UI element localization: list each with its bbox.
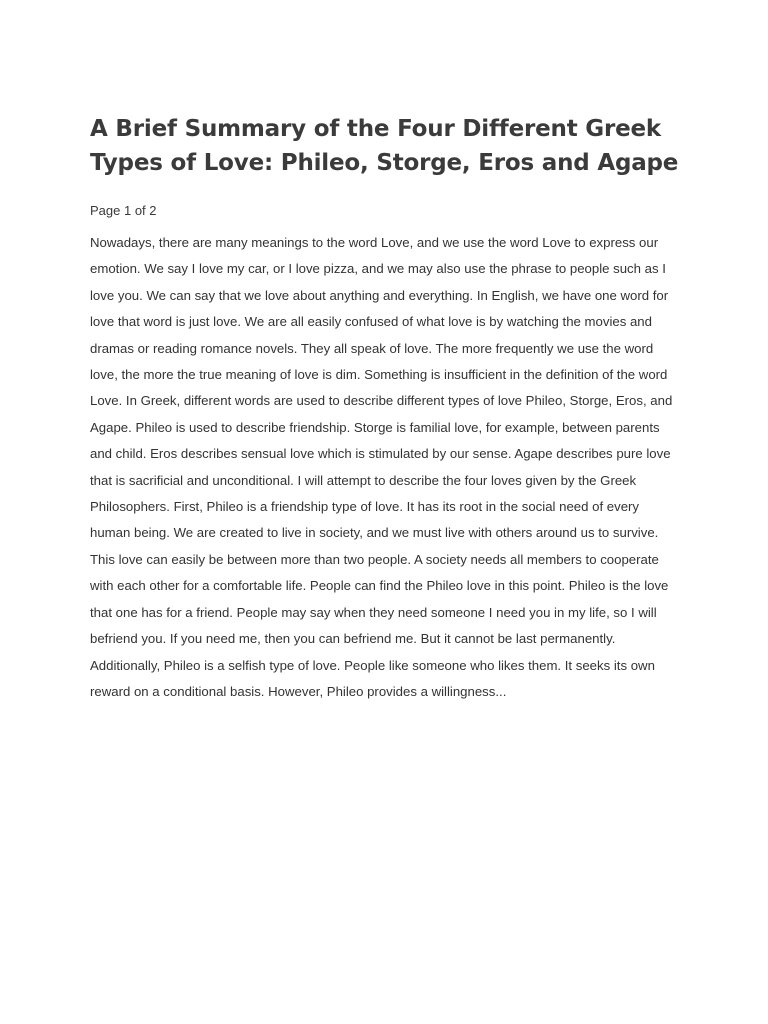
document-body-text: Nowadays, there are many meanings to the word Love, and we use the word Love to express our emotion. We say I love my car, or I love pizza, and we may also use the phrase to people such as I love you. We can say that we love about anything and everything. In English, we have one word for love that word is just love. We are all easily confused of what love is by watching the movies and dramas or reading romance novels. They all speak of love. The more frequently we use the word love, the more the true meaning of love is dim. Something is insufficient in the definition of the word Love. In Greek, different words are used to describe different types of love Phileo, Storge, Eros, and Agape. Phileo is used to describe friendship. Storge is familial love, for example, between parents and child. Eros describes sensual love which is stimulated by our sense. Agape describes pure love that is sacrificial and unconditional. I will attempt to describe the four loves given by the Greek Philosophers. First, Phileo is a friendship type of love. It has its root in the social need of every human being. We are created to live in society, and we must live with others around us to survive. This love can easily be between more than two people. A society needs all members to cooperate with each other for a comfortable life. People can find the Phileo love in this point. Phileo is the love that one has for a friend. People may say when they need someone I need you in my life, so I will befriend you. If you need me, then you can befriend me. But it cannot be last permanently. Additionally, Phileo is a selfish type of love. People like someone who likes them. It seeks its own reward on a conditional basis. However, Phileo provides a willingness... [90,235,673,699]
document-page [90,112,680,705]
page-indicator: Page 1 of 2 [90,203,157,218]
document-title: A Brief Summary of the Four Different Greek Types of Love: Phileo, Storge, Eros and Agape [90,116,679,176]
